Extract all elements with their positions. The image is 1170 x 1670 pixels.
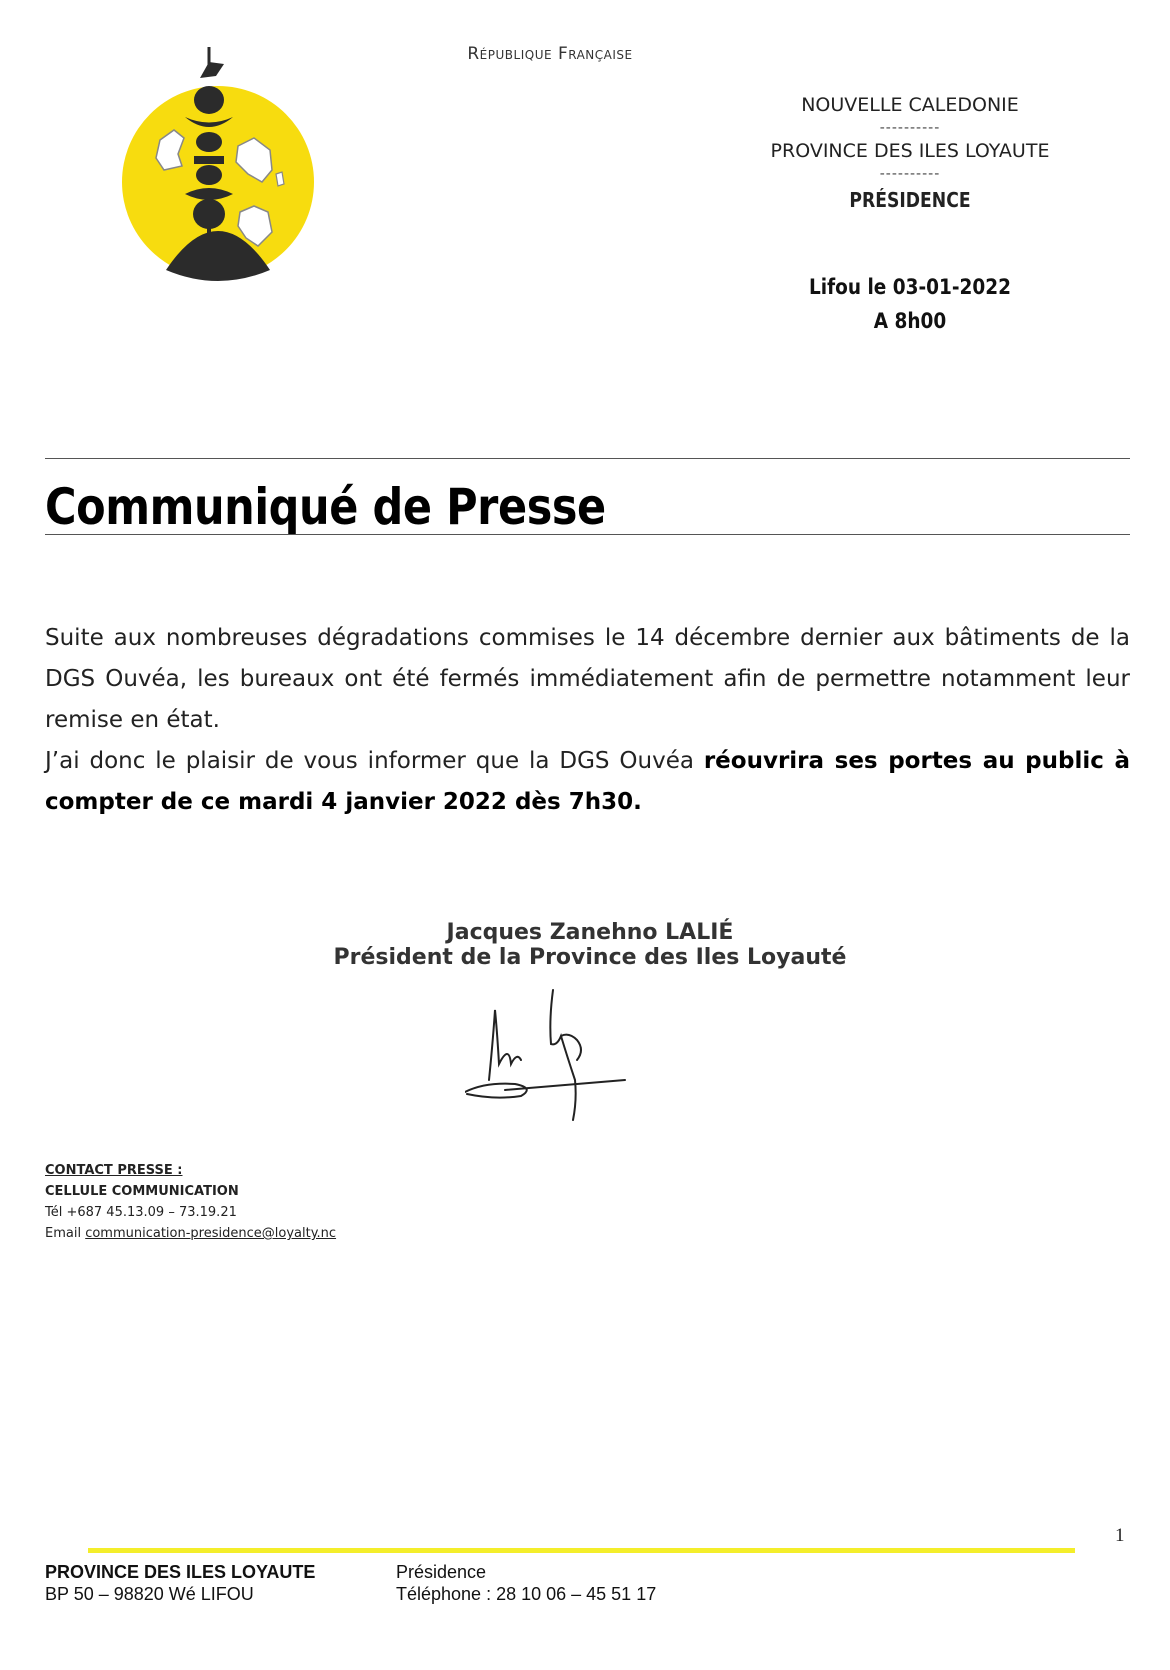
body-paragraph-2-text: J’ai donc le plaisir de vous informer que la DGS Ouvéa (45, 748, 704, 774)
time-line: A 8h00 (873, 309, 947, 333)
office-name: PRÉSIDENCE (849, 188, 971, 212)
separator: ---------- (879, 120, 941, 136)
province-name: PROVINCE DES ILES LOYAUTE (770, 140, 1050, 162)
footer-accent-bar (88, 1548, 1075, 1553)
date-line: Lifou le 03-01-2022 (809, 275, 1011, 299)
footer-dept-name: Présidence (396, 1562, 487, 1582)
signatory-block (300, 920, 880, 970)
footer-org-name: PROVINCE DES ILES LOYAUTE (45, 1562, 316, 1582)
signatory-role: Président de la Province des Iles Loyauté (333, 945, 847, 970)
contact-phone: Tél +687 45.13.09 – 73.19.21 (45, 1205, 237, 1220)
page-title: Communiqué de Presse (45, 478, 606, 536)
territory-name: NOUVELLE CALEDONIE (801, 94, 1019, 116)
contact-email-row (45, 1223, 336, 1244)
footer-address: BP 50 – 98820 Wé LIFOU (45, 1584, 254, 1604)
title-rule-top (45, 458, 1130, 459)
signatory-name: Jacques Zanehno LALIÉ (446, 920, 734, 945)
contact-email-label: Email (45, 1226, 86, 1241)
body-paragraph-1: Suite aux nombreuses dégradations commises le 14 décembre dernier aux bâtiments de la DGS Ouvéa, les bureaux ont été fermés immédiatement afin de permettre notamment leur remise en état. (45, 625, 1130, 733)
handwritten-signature (465, 980, 665, 1130)
body-paragraph-2-emphasis: réouvrira ses portes au public à compter de ce mardi 4 janvier 2022 dès 7h30. (45, 748, 1130, 815)
header-address-block (740, 92, 1080, 214)
footer-dept (396, 1561, 656, 1605)
press-contact (45, 1160, 336, 1244)
press-release-body (45, 618, 1130, 823)
page-number: 1 (1115, 1525, 1125, 1546)
footer-phone: Téléphone : 28 10 06 – 45 51 17 (396, 1584, 657, 1604)
contact-heading: CONTACT PRESSE : (45, 1163, 183, 1178)
contact-unit: CELLULE COMMUNICATION (45, 1184, 239, 1199)
separator: ---------- (879, 166, 941, 182)
contact-email-link[interactable]: communication-presidence@loyalty.nc (85, 1226, 337, 1241)
province-logo (112, 42, 324, 292)
title-rule-bottom (45, 534, 1130, 535)
republique-francaise-heading: République Française (467, 44, 633, 64)
body-paragraph-2 (45, 741, 1130, 823)
date-block (780, 270, 1040, 338)
footer-org (45, 1561, 315, 1605)
